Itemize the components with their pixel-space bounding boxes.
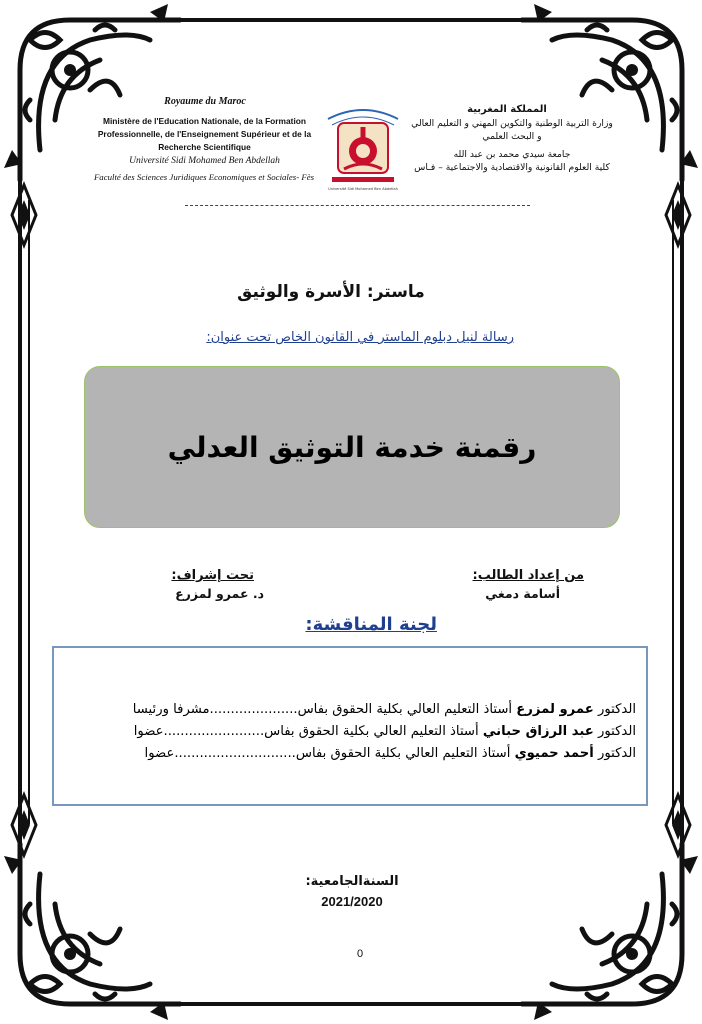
supervisor-name: د. عمرو لمزرع — [175, 586, 264, 601]
committee-member — [145, 746, 636, 761]
thesis-title-box — [84, 366, 620, 528]
fr-ministry-line-1: Ministère de l'Education Nationale, de la Formation — [102, 116, 307, 126]
fr-university: Université Sidi Mohamed Ben Abdellah — [129, 156, 280, 166]
committee-box — [52, 646, 648, 806]
student-name: أسامة دمغي — [485, 586, 560, 601]
member-name: أحمد حميوي — [514, 746, 594, 761]
side-ornament-left-bottom — [4, 790, 44, 860]
student-label: من إعداد الطالب: — [472, 568, 584, 583]
corner-ornament-bottom-left — [0, 834, 190, 1024]
member-name: عمرو لمزرع — [516, 702, 594, 717]
academic-year-value: 2021/2020 — [321, 894, 383, 909]
frame-border-right — [680, 180, 684, 844]
supervisor-label: تحت إشراف: — [171, 568, 254, 583]
member-prefix: الدكتور — [597, 746, 636, 761]
fr-faculty: Faculté des Sciences Juridiques Economiques et Sociales- Fès — [93, 172, 315, 182]
frame-border-left — [18, 180, 22, 844]
ar-ministry-line-1: وزارة التربية الوطنية والتكوين المهني و التعليم العالي — [411, 118, 613, 129]
member-prefix: الدكتور — [597, 702, 636, 717]
thesis-title: رقمنة خدمة التوثيق العدلي — [167, 430, 537, 464]
fr-kingdom: Royaume du Maroc — [164, 96, 246, 107]
member-name: عبد الرزاق حباني — [482, 724, 594, 739]
member-description: أستاذ التعليم العالي بكلية الحقوق بفاس.............................عضوا — [144, 746, 511, 761]
ar-kingdom: المملكة المغربية — [467, 104, 547, 115]
header-divider — [185, 205, 530, 206]
member-description: أستاذ التعليم العالي بكلية الحقوق بفاس.....................مشرفا ورئيسا — [132, 702, 513, 717]
corner-ornament-bottom-right — [512, 834, 702, 1024]
page-number: 0 — [356, 948, 364, 960]
university-logo — [318, 97, 408, 193]
frame-inner-right — [672, 200, 674, 824]
ar-ministry-line-2: و البحث العلمي — [482, 131, 542, 142]
side-ornament-left-top — [4, 180, 44, 250]
thesis-subtitle: رسالة لنيل دبلوم الماستر في القانون الخاص تحت عنوان: — [206, 330, 514, 345]
committee-member — [134, 724, 636, 739]
committee-member — [133, 702, 636, 717]
side-ornament-right-bottom — [658, 790, 698, 860]
frame-inner-left — [28, 200, 30, 824]
member-description: أستاذ التعليم العالي بكلية الحقوق بفاس........................عضوا — [133, 724, 479, 739]
member-prefix: الدكتور — [597, 724, 636, 739]
fr-ministry-line-3: Recherche Scientifique — [158, 142, 251, 152]
frame-border-top — [160, 18, 542, 22]
master-label: ماستر: الأسرة والوثيق — [237, 282, 425, 302]
side-ornament-right-top — [658, 180, 698, 250]
frame-border-bottom — [160, 1002, 542, 1006]
fr-ministry-line-2: Professionnelle, de l'Enseignement Supérieur et de la — [97, 129, 312, 139]
ar-university: جامعة سيدي محمد بن عبد الله — [453, 149, 571, 160]
logo-caption: Université Sidi Mohamed Ben Abdellah — [328, 187, 398, 191]
ar-faculty: كلية العلوم القانونية والاقتصادية والاجتماعية – فـاس — [414, 162, 610, 173]
committee-heading: لجنة المناقشة: — [305, 614, 437, 635]
academic-year-label: السنةالجامعية: — [305, 874, 399, 889]
